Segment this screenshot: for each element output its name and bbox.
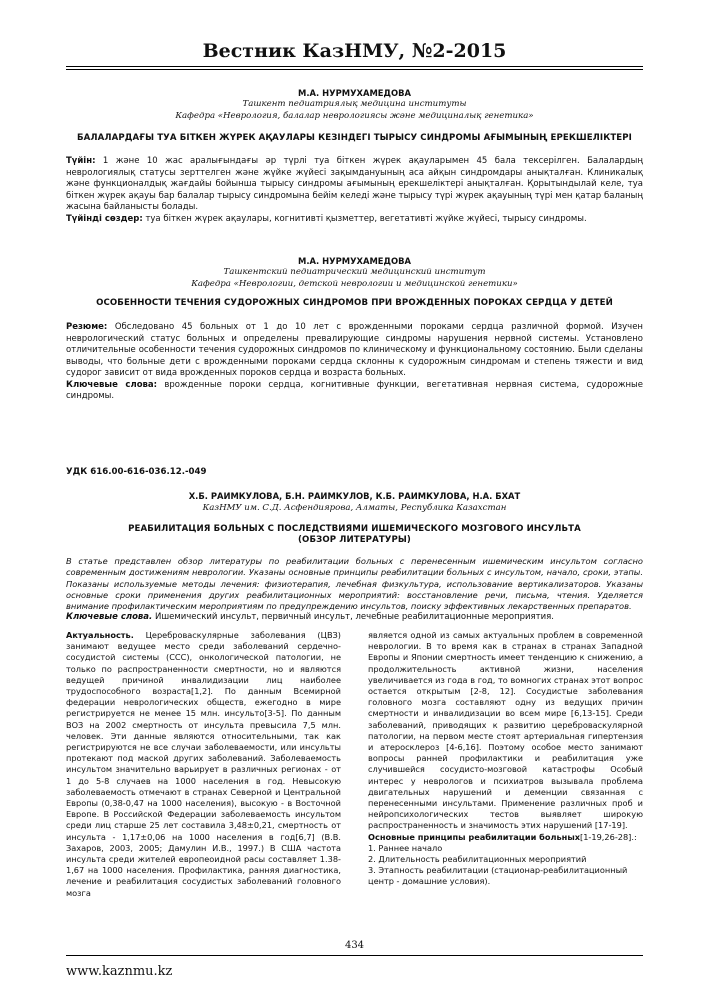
two-column-body [66, 630, 643, 899]
ru-author-block [66, 256, 643, 290]
udc-code: УДК 616.00-616-036.12.-049 [66, 467, 207, 477]
main-abstract: В статье представлен обзор литературы по реабилитации больных с перенесенным ишемическим инсультом согласно современным достижениям неврологии. Указаны основные принципы реабилитации больных с инсультом, начало, сроки, этапы. Показаны используемые методы лечения: физиотерапия, лечебная физкультура, использование вертикализаторов. Указаны основные сроки применения других реабилитационных мероприятий: восстановление речи, письма, чтения. Уделяется внимание профилактическим мероприятиям по предупреждению инсультов, поиску эффективных лекарственных препаратов. [66, 556, 643, 612]
page-number: 434 [344, 940, 365, 951]
kz-abstract-label: Түйін: [66, 156, 96, 166]
journal-title: Вестник КазНМУ, №2-2015 [202, 40, 507, 62]
relevance-label: Актуальность. [66, 630, 134, 640]
kz-keywords-text: туа біткен жүрек ақаулары, когнитивті қызметтер, вегетативті жүйке жүйесі, тырысу синдромы. [145, 213, 587, 224]
principle-item: 3. Этапность реабилитации (стационар-реабилитационный центр - домашние условия). [368, 865, 628, 887]
main-keywords-text: Ишемический инсульт, первичный инсульт, лечебные реабилитационные мероприятия. [154, 612, 554, 622]
header-rule-thin [66, 69, 643, 70]
principles-refs: [1-19,26-28].: [580, 831, 637, 842]
principles-label: Основные принципы реабилитации больных [368, 831, 581, 842]
left-column-text: Цереброваскулярные заболевания (ЦВЗ) занимают ведущее место среди заболеваний сердечно-сосудистой системы (ССС), онкологической патологии, не только по распространенности смертности, но и являются ведущей причиной инвалидизации лиц наиболее трудоспособного возраста[1,2]. По данным Всемирной федерации неврологических обществ, ежегодно в мире регистрируется не менее 15 млн. инсульто[3-5]. По данным ВОЗ на 2002 смертность от инсульта превысила 7,5 млн. человек. Эти данные являются относительными, так как регистрируются не все случаи заболеваемости, или инсульты протекают под маской других заболеваний. Заболеваемость инсультом значительно варьирует в различных регионах - от 1 до 5-8 случаев на 1000 населения в год. Невысокую заболеваемость отмечают в странах Северной и Центральной Европы (0,38-0,47 на 1000 населения), высокую - в Восточной Европе. В Российской Федерации заболеваемость инсультом среди лиц старше 25 лет составила 3,48±0,21, смертность от инсульта - 1,17±0,06 на 1000 населения в год[6,7] (В.В. Захаров, 2003, 2005; Дамулин И.В., 1997.) В США частота инсульта среди жителей европеоидной расы составляет 1.38-1,67 на 1000 населения. Профилактика, ранняя диагностика, лечение и реабилитация сосудистых заболеваний головного мозга [66, 630, 342, 898]
ru-article-title: ОСОБЕННОСТИ ТЕЧЕНИЯ СУДОРОЖНЫХ СИНДРОМОВ ПРИ ВРОЖДЕННЫХ ПОРОКАХ СЕРДЦА У ДЕТЕЙ [96, 298, 613, 308]
right-column [368, 630, 643, 899]
main-title-line1: РЕАБИЛИТАЦИЯ БОЛЬНЫХ С ПОСЛЕДСТВИЯМИ ИШЕМИЧЕСКОГО МОЗГОВОГО ИНСУЛЬТА [128, 524, 581, 534]
kz-abstract-text: 1 және 10 жас аралығындағы әр түрлі туа біткен жүрек ақауларымен 45 бала тексерілген. Балалардың неврологиялық статусы зерттелген және жүйке жүйесі зақымдануының аса айқын синдромдары анықталған. Клиникалық және функционалдық жағдайы бойынша тырысу синдромы ағымының ерекшеліктері анықталған. Қорытындылай келе, туа біткен жүрек ақауы бар балалар тырысу синдромына бейім келеді және тырысу түрі жүрек ақауының түрі мен қатар баланың жасына байланысты болады. [66, 156, 643, 212]
main-title-line2: (ОБЗОР ЛИТЕРАТУРЫ) [298, 535, 411, 546]
ru-keywords-text: врожденные пороки сердца, когнитивные функции, вегетативная нервная система, судорожные синдромы. [66, 379, 643, 401]
main-title [66, 524, 643, 547]
kz-article-title: БАЛАЛАРДАҒЫ ТУА БІТКЕН ЖҮРЕК АҚАУЛАРЫ КЕЗІНДЕГІ ТЫРЫСУ СИНДРОМЫ АҒЫМЫНЫҢ ЕРЕКШЕЛІКТЕРІ [77, 133, 632, 143]
footer-rule [66, 955, 643, 956]
kz-department: Кафедра «Неврология, балалар неврологиясы және медициналық генетика» [175, 110, 534, 121]
ru-institute: Ташкентский педиатрический медицинский институт [223, 267, 486, 278]
header-rule [66, 66, 643, 67]
kz-keywords-label: Түйінді сөздер: [66, 213, 143, 224]
main-authors: Х.Б. РАИМКУЛОВА, Б.Н. РАИМКУЛОВ, К.Б. РАИМКУЛОВА, Н.А. БХАТ [188, 491, 521, 501]
left-column [66, 630, 341, 899]
kz-abstract [66, 156, 643, 225]
ru-abstract-text: Обследовано 45 больных от 1 до 10 лет с врожденными пороками сердца различной формой. Изучен неврологический статус больных и определены превалирующие синдромы нарушения нервной системы. Установлено отличительные особенности течения судорожных синдромов по клиническому и функциональному состоянию. Были сделаны выводы, что больные дети с врожденными пороками сердца склонны к судорожным синдромам и степень тяжести и вид судорог зависит от вида врожденных пороков сердца и возраста больных. [66, 322, 643, 378]
ru-abstract [66, 322, 643, 403]
principle-item: 2. Длительность реабилитационных мероприятий [368, 854, 587, 865]
website-link[interactable]: www.kaznmu.kz [66, 964, 173, 979]
ru-author: М.А. НУРМУХАМЕДОВА [298, 256, 411, 266]
ru-abstract-label: Резюме: [66, 322, 108, 332]
kz-author: М.А. НУРМУХАМЕДОВА [298, 88, 411, 98]
main-keywords-label: Ключевые слова. [66, 612, 153, 622]
main-affiliation: КазНМУ им. С.Д. Асфендиярова, Алматы, Республика Казахстан [202, 503, 507, 513]
kz-institute: Ташкент педиатриялық медицина институты [242, 99, 467, 110]
ru-keywords-label: Ключевые слова: [66, 379, 158, 390]
principle-item: 1. Раннее начало [368, 842, 443, 853]
right-column-text: является одной из самых актуальных проблем в современной неврологии. В то время как в странах в странах Западной Европы и Японии смертность имеет тенденцию к снижению, а продолжительность активной жизни, населения увеличивается из года в год, то вомногих странах этот вопрос остается открытым [2-8, 12]. Сосудистые заболевания головного мозга составляют одну из ведущих причин смертности и инвалидизации во всем мире [6,13-15]. Среди заболеваний, приводящих к развитию цереброваскулярной патологии, на первом месте стоят артериальная гипертензия и атеросклероз [4-6,16]. Поэтому особое место занимают вопросы ранней профилактики и реабилитация уже случившейся сосудисто-мозговой катастрофы Особый интерес у неврологов и психиатров вызывала проблема двигательных нарушений и деменции связанная с перенесенными инсультами. Применение различных проб и нейропсихологических тестов выявляет широкую распространенность и значимость этих нарушений [17-19]. [368, 630, 643, 831]
kz-author-block [66, 88, 643, 122]
ru-department: Кафедра «Неврологии, детской неврологии и медицинской генетики» [191, 278, 518, 289]
main-keywords [66, 612, 643, 624]
